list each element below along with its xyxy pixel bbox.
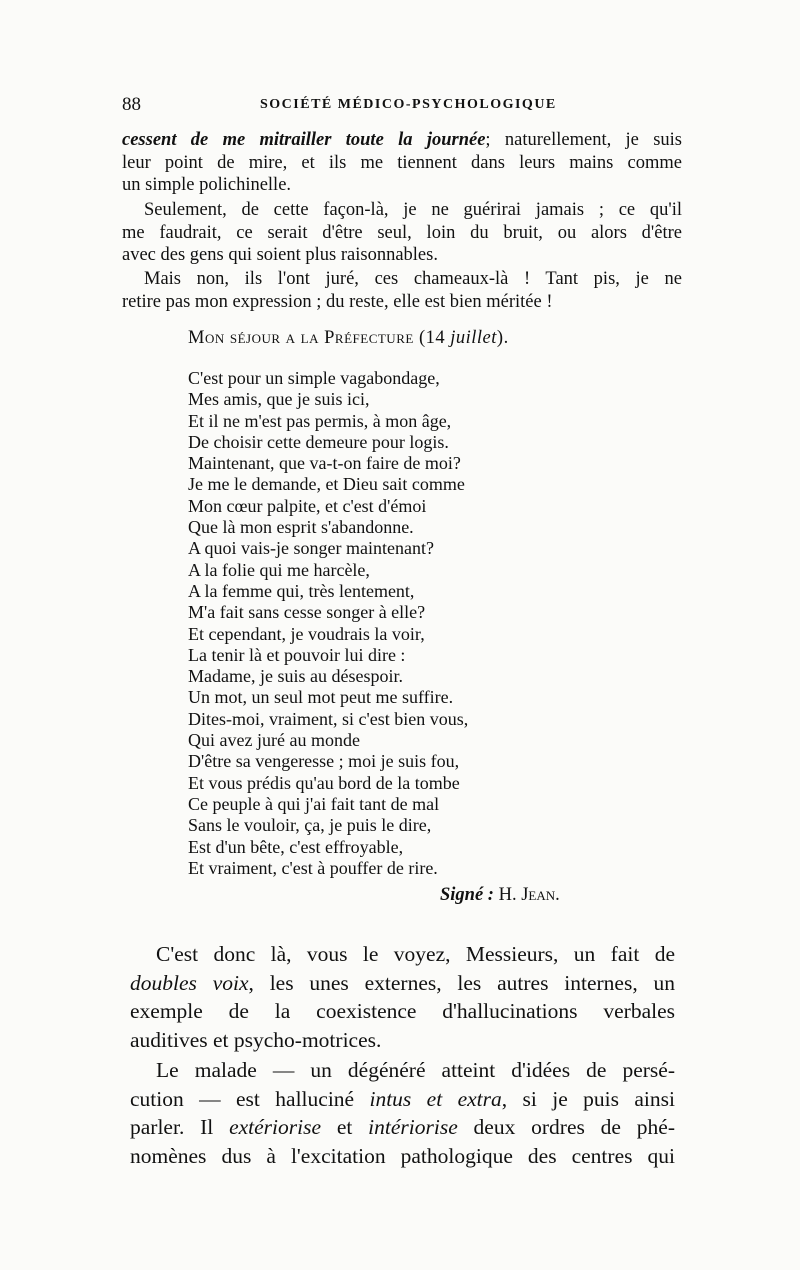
italic-phrase: intériorise bbox=[368, 1115, 458, 1139]
page-number: 88 bbox=[122, 94, 141, 115]
running-head bbox=[122, 94, 682, 118]
poem-line: D'être sa vengeresse ; moi je suis fou, bbox=[188, 751, 460, 772]
poem-line: La tenir là et pouvoir lui dire : bbox=[188, 644, 406, 665]
section-title-close: ). bbox=[496, 328, 509, 348]
section-title bbox=[188, 328, 509, 349]
poem-line: Que là mon esprit s'abandonne. bbox=[188, 517, 414, 538]
text-line bbox=[130, 969, 675, 997]
poem-line: Je me le demande, et Dieu sait comme bbox=[188, 474, 465, 495]
poem-line: A la femme qui, très lentement, bbox=[188, 580, 415, 601]
poem bbox=[188, 368, 588, 879]
text-span: deux ordres de phé- bbox=[457, 1115, 675, 1139]
signature bbox=[440, 885, 560, 906]
poem-line: Ce peuple à qui j'ai fait tant de mal bbox=[188, 793, 440, 814]
text-line: me faudrait, ce serait d'être seul, loin du bruit, ou alors d'être bbox=[122, 222, 682, 243]
text-line bbox=[130, 1085, 675, 1113]
poem-line: A quoi vais-je songer maintenant? bbox=[188, 538, 434, 559]
poem-line: Madame, je suis au désespoir. bbox=[188, 666, 403, 687]
text-line: nomènes dus à l'excitation pathologique des centres qui bbox=[130, 1143, 675, 1168]
italic-phrase: extériorise bbox=[229, 1115, 322, 1139]
poem-line: Est d'un bête, c'est effroyable, bbox=[188, 836, 404, 857]
poem-line: Dites-moi, vraiment, si c'est bien vous, bbox=[188, 708, 469, 729]
poem-line: Et il ne m'est pas permis, à mon âge, bbox=[188, 410, 452, 431]
poem-line: Et cependant, je voudrais la voir, bbox=[188, 623, 425, 644]
italic-phrase: cessent de me mitrailler toute la journée bbox=[122, 130, 486, 150]
text-line bbox=[122, 129, 682, 151]
text-line: un simple polichinelle. bbox=[122, 175, 292, 195]
text-line: avec des gens qui soient plus raisonnables. bbox=[122, 245, 438, 265]
text-line: retire pas mon expression ; du reste, elle est bien méritée ! bbox=[122, 291, 553, 312]
poem-line: M'a fait sans cesse songer à elle? bbox=[188, 602, 426, 623]
text-span: ; naturellement, je suis bbox=[485, 130, 682, 150]
text-line: Le malade — un dégénéré atteint d'idées de persé- bbox=[156, 1058, 675, 1082]
text-line: Seulement, de cette façon-là, je ne guérirai jamais ; ce qu'il bbox=[144, 200, 682, 220]
poem-line: De choisir cette demeure pour logis. bbox=[188, 431, 449, 452]
signature-label: Signé : bbox=[440, 885, 494, 905]
text-line: exemple de la coexistence d'hallucinations verbales bbox=[130, 999, 675, 1023]
text-line: C'est donc là, vous le voyez, Messieurs, un fait de bbox=[156, 942, 675, 966]
text-span: cution — est halluciné bbox=[130, 1086, 370, 1111]
text-span: parler. Il bbox=[130, 1115, 230, 1139]
poem-line: Maintenant, que va-t-on faire de moi? bbox=[188, 453, 461, 474]
italic-phrase: doubles voix bbox=[130, 970, 249, 995]
running-title: SOCIÉTÉ MÉDICO-PSYCHOLOGIQUE bbox=[260, 97, 557, 112]
text-span: et bbox=[321, 1115, 369, 1139]
poem-line: A la folie qui me harcèle, bbox=[188, 559, 370, 580]
italic-phrase: intus et extra bbox=[369, 1086, 502, 1111]
poem-line: C'est pour un simple vagabondage, bbox=[188, 368, 440, 388]
text-line: Mais non, ils l'ont juré, ces chameaux-là ! Tant pis, je ne bbox=[144, 269, 682, 289]
text-line: leur point de mire, et ils me tiennent dans leurs mains comme bbox=[122, 152, 682, 173]
text-span: , les unes externes, les autres internes, un bbox=[248, 970, 675, 995]
text-line: auditives et psycho-motrices. bbox=[130, 1027, 382, 1052]
poem-line: Mon cœur palpite, et c'est d'émoi bbox=[188, 495, 427, 516]
section-title-main: Mon séjour a la Préfecture bbox=[188, 328, 414, 348]
section-title-open: (14 bbox=[413, 328, 451, 348]
poem-line: Qui avez juré au monde bbox=[188, 730, 360, 751]
poem-line: Mes amis, que je suis ici, bbox=[188, 389, 370, 410]
section-title-date: juillet bbox=[450, 328, 497, 348]
text-span: , si je puis ainsi bbox=[501, 1086, 675, 1111]
text-line bbox=[130, 1113, 675, 1141]
poem-line: Un mot, un seul mot peut me suffire. bbox=[188, 687, 454, 708]
poem-line: Et vous prédis qu'au bord de la tombe bbox=[188, 772, 460, 793]
poem-line: Et vraiment, c'est à pouffer de rire. bbox=[188, 857, 438, 878]
poem-line: Sans le vouloir, ça, je puis le dire, bbox=[188, 815, 432, 836]
signature-name: H. Jean. bbox=[493, 885, 560, 905]
